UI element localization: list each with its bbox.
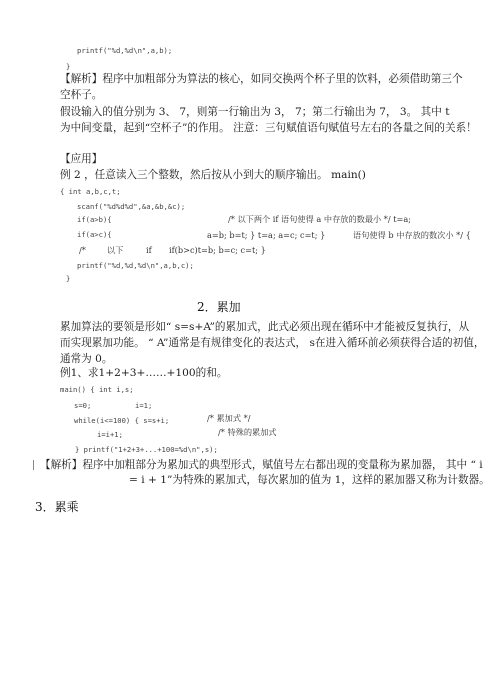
code-comment: if bbox=[146, 245, 152, 255]
code-line: scanf("%d%d%d",&a,&b,&c); bbox=[77, 202, 186, 211]
body-paragraph: 而实现累加功能。 “ A”通常是有规律变化的表达式， s在进入循环前必须获得合适的初值， bbox=[60, 337, 485, 349]
code-comment: /* 特殊的累加式 bbox=[218, 427, 277, 437]
body-paragraph: 假设输入的值分别为 3、 7，则第一行输出为 3， 7；第二行输出为 7， 3。 其中 t bbox=[60, 106, 450, 118]
code-line: } bbox=[66, 274, 71, 283]
code-comment: /* 以下两个 if 语句使得 a 中存放的数最小 */ t=a; bbox=[228, 214, 412, 224]
code-comment: 语句使得 b 中存放的数次小 */ { bbox=[353, 230, 471, 240]
body-paragraph: 为中间变量，起到“空杯子”的作用。 注意：三句赋值语句赋值号左右的各量之间的关系！ bbox=[60, 122, 477, 134]
code-line: printf("%d,%d,%d\n",a,b,c); bbox=[77, 261, 194, 270]
analysis-paragraph: 【解析】程序中加粗部分为累加式的典型形式，赋值号左右都出现的变量称为累加器， 其中 “ i bbox=[40, 459, 483, 471]
analysis-paragraph: 【解析】程序中加粗部分为算法的核心，如同交换两个杯子里的饮料，必须借助第三个 bbox=[60, 73, 463, 85]
code-comment: /* 累加式 */ bbox=[207, 413, 251, 423]
code-line: i=i+1; bbox=[97, 430, 123, 439]
code-line: } printf("1+2+3+...+100=%d\n",s); bbox=[75, 445, 218, 454]
body-paragraph: 通常为 0。 bbox=[60, 353, 113, 365]
code-line: printf("%d,%d\n",a,b); bbox=[77, 46, 173, 55]
code-line: while(i<=100) { s=s+i; bbox=[74, 416, 170, 425]
analysis-paragraph: = i + 1”为特殊的累加式，每次累加的值为 1，这样的累加器又称为计数器。 bbox=[129, 474, 490, 486]
body-paragraph: 累加算法的要领是形如“ s=s+A”的累加式，此式必须出现在循环中才能被反复执行，从 bbox=[60, 321, 470, 333]
section-label-application: 【应用】 bbox=[60, 153, 103, 165]
code-comment: /* bbox=[79, 245, 86, 255]
analysis-paragraph: 空杯子。 bbox=[60, 89, 103, 101]
code-line: if(b>c)t=b; b=c; c=t; } bbox=[169, 245, 266, 255]
margin-bar bbox=[33, 460, 34, 470]
code-line: if(a>c){ bbox=[77, 230, 112, 239]
code-line: a=b; b=t; } t=a; a=c; c=t; } bbox=[207, 230, 326, 240]
code-line: } bbox=[66, 62, 71, 71]
example-heading: 例1、求1+2+3+……+100的和。 bbox=[60, 367, 228, 379]
section-heading-accumulation: 2．累加 bbox=[197, 300, 241, 314]
example-heading: 例 2 ，任意读入三个整数，然后按从小到大的顺序输出。 main() bbox=[60, 169, 366, 181]
code-line: { int a,b,c,t; bbox=[60, 187, 121, 196]
code-line: s=0; bbox=[74, 401, 92, 410]
section-heading-multiplication: 3．累乘 bbox=[35, 500, 79, 514]
code-comment: 以下 bbox=[107, 245, 124, 255]
code-line: main() { int i,s; bbox=[60, 385, 134, 394]
code-line: if(a>b){ bbox=[77, 215, 112, 224]
code-line: i=1; bbox=[135, 401, 153, 410]
